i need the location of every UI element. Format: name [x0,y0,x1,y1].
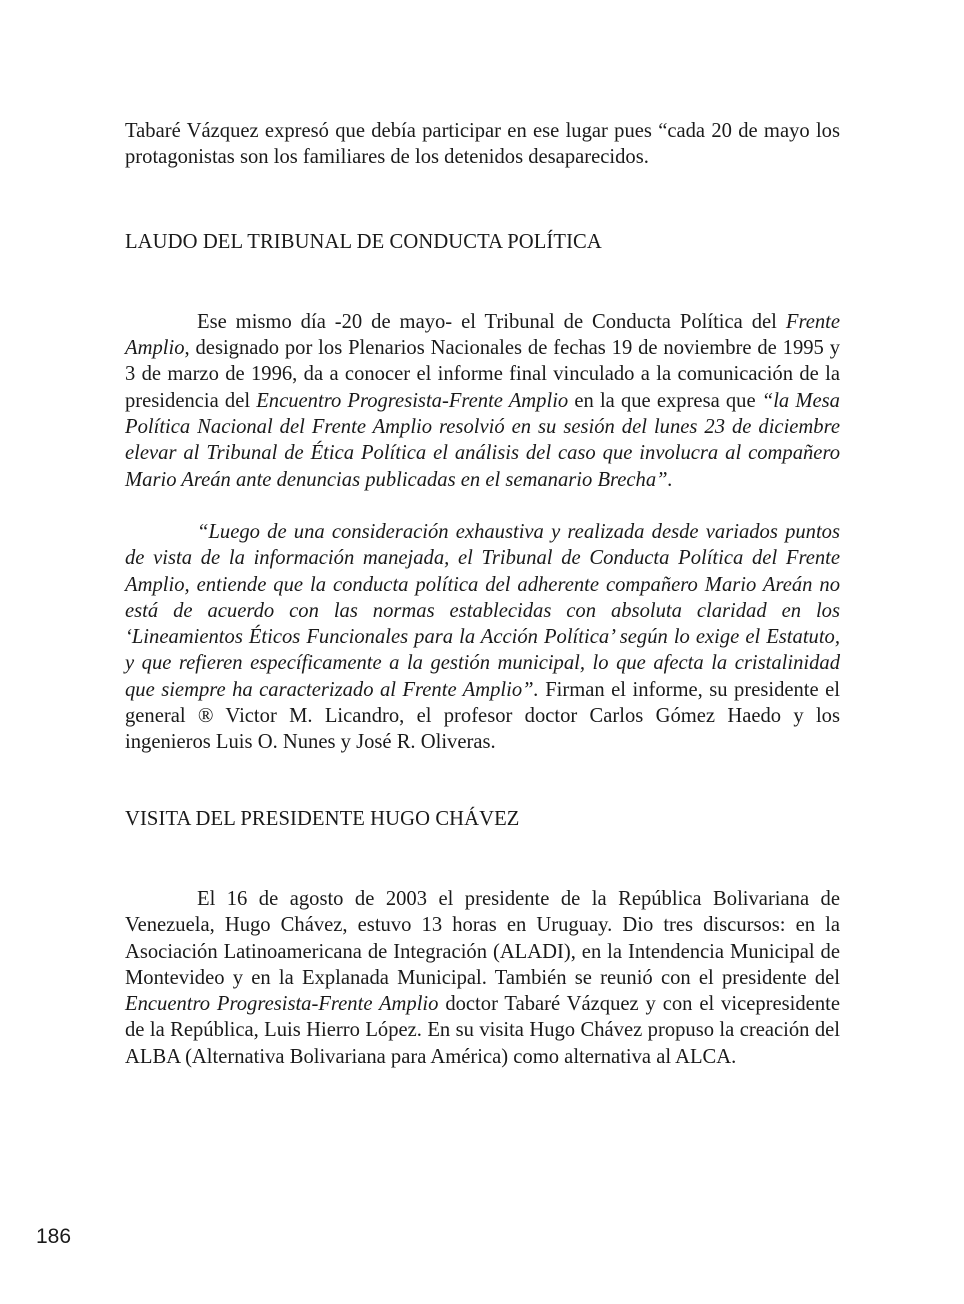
page-number: 186 [36,1225,72,1248]
text-run: Ese mismo día -20 de mayo- el Tribunal de Conducta Política del [197,310,786,333]
laudo-paragraph-2 [125,519,840,756]
italic-run: Encuentro Progresista-Frente Amplio [256,389,569,412]
text-run: , designado por los Plenarios Nacionales de fechas 19 de noviembre de 1995 y 3 de marzo de 1996, da a conocer el informe final vinculado a la comunicación de la presidencia del [125,337,840,412]
laudo-paragraph-1 [125,309,840,493]
section-heading-chavez: VISITA DEL PRESIDENTE HUGO CHÁVEZ [125,807,520,830]
section-heading-laudo: LAUDO DEL TRIBUNAL DE CONDUCTA POLÍTICA [125,230,602,253]
text-run: doctor Tabaré Vázquez y con el vicepresidente de la República, Luis Hierro López. En su visita Hugo Chávez propuso la creación del ALBA (Alternativa Bolivariana para América) como alternativa al ALCA. [125,993,840,1068]
italic-run: Encuentro Progresista-Frente Amplio [125,993,439,1016]
text-run: en la que expresa que [568,389,762,412]
quote-run: “Luego de una consideración exhaustiva y realizada desde variados puntos de vista de la información manejada, el Tribunal de Conducta Política del Frente Amplio, entiende que la conducta política del adherente compañero Mario Areán no está de acuerdo con las normas establecidas con absoluta claridad en los ‘Lineamientos Éticos Funcionales para la Acción Política’ según lo exige el Estatuto, y que refieren específicamente a la gestión municipal, lo que afecta la cristalinidad que siempre ha caracterizado al Frente Amplio”. [125,520,840,701]
chavez-paragraph [125,886,840,1070]
italic-run: Frente Amplio [125,310,840,360]
text-run: El 16 de agosto de 2003 el presidente de la República Bolivariana de Venezuela, Hugo Chávez, estuvo 13 horas en Uruguay. Dio tres discursos: en la Asociación Latinoamericana de Integración (ALADI), en la Intendencia Municipal de Montevideo y en la Explanada Municipal. También se reunió con el presidente del [125,887,840,989]
text-run: Firman el informe, su presidente el general ® Victor M. Licandro, el profesor doctor Carlos Gómez Haedo y los ingenieros Luis O. Nunes y José R. Oliveras. [125,678,840,754]
page-body [125,118,840,1070]
intro-paragraph: Tabaré Vázquez expresó que debía participar en ese lugar pues “cada 20 de mayo los protagonistas son los familiares de los detenidos desaparecidos. [125,120,840,169]
quote-run: “la Mesa Política Nacional del Frente Amplio resolvió en su sesión del lunes 23 de diciembre elevar al Tribunal de Ética Política el análisis del caso que involucra al compañero Mario Areán ante denuncias publicadas en el semanario Brecha”. [125,389,840,491]
